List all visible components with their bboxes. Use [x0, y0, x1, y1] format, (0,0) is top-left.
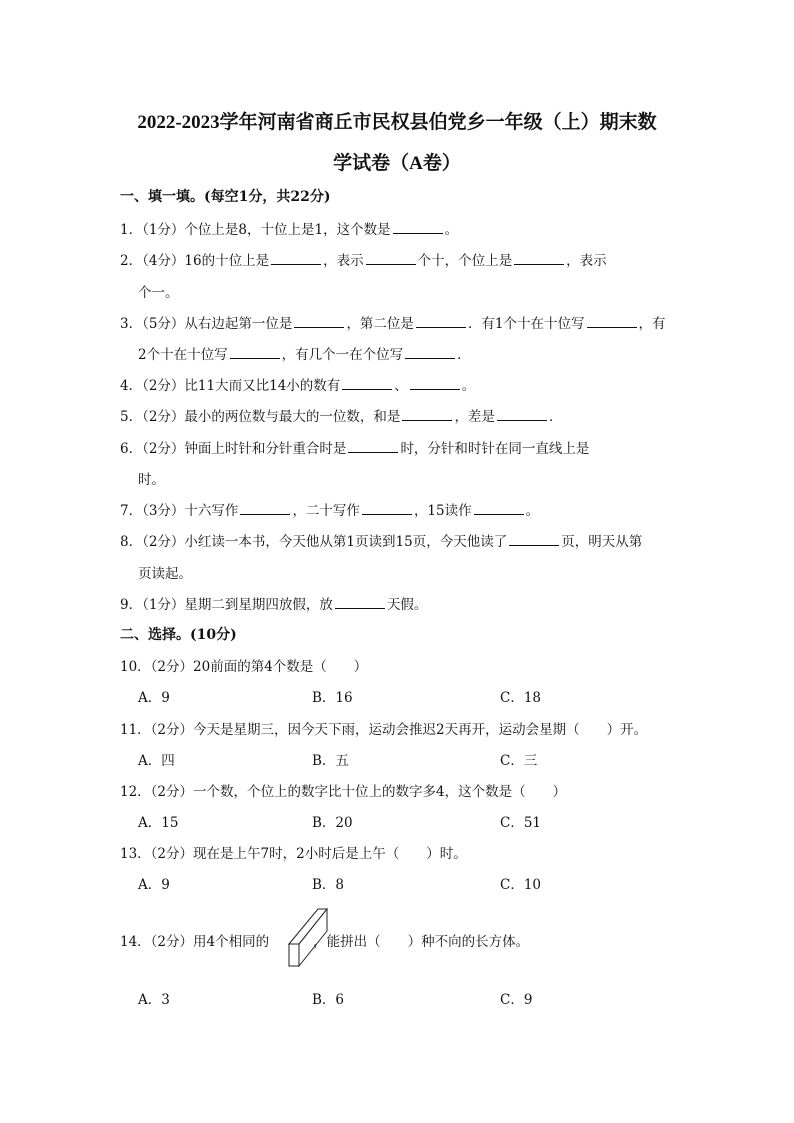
- answer-blank[interactable]: [335, 596, 385, 609]
- q12-option-b[interactable]: B．20: [312, 815, 353, 831]
- answer-blank[interactable]: [294, 315, 344, 328]
- answer-blank[interactable]: [393, 221, 443, 234]
- q13-option-c[interactable]: C．10: [500, 877, 542, 893]
- answer-blank[interactable]: [497, 408, 547, 421]
- answer-blank[interactable]: [366, 252, 416, 265]
- q10-option-c[interactable]: C．18: [500, 690, 542, 706]
- answer-blank[interactable]: [587, 315, 637, 328]
- answer-blank[interactable]: [474, 502, 524, 515]
- question-2-cont: 个一。: [138, 285, 179, 301]
- question-3-cont: 2个十在十位写 ，有几个一在个位写 ．: [138, 347, 471, 363]
- exam-title-line1: 2022-2023学年河南省商丘市民权县伯党乡一年级（上）期末数: [137, 112, 657, 133]
- question-10: 10．（2分）20前面的第4个数是（ ）: [120, 659, 368, 675]
- question-8-cont: 页读起。: [138, 566, 192, 582]
- q11-option-a[interactable]: A．四: [138, 753, 175, 769]
- section-fill-in: 一、填一填。(每空1分，共22分): [120, 189, 331, 205]
- question-12: 12．（2分）一个数，个位上的数字比十位上的数字多4，这个数是（ ）: [120, 784, 567, 800]
- answer-blank[interactable]: [405, 346, 455, 359]
- section-choice: 二、选择。(10分): [120, 627, 237, 643]
- q12-option-c[interactable]: C．51: [500, 815, 542, 831]
- answer-blank[interactable]: [416, 315, 466, 328]
- answer-blank[interactable]: [362, 502, 412, 515]
- exam-title-line2: 学试卷（A卷）: [333, 153, 461, 174]
- q13-option-b[interactable]: B．8: [312, 877, 345, 893]
- answer-blank[interactable]: [271, 252, 321, 265]
- question-7: 7．（3分）十六写作 ，二十写作 ，15读作 。: [120, 503, 540, 519]
- answer-blank[interactable]: [342, 377, 392, 390]
- question-9: 9．（1分）星期二到星期四放假，放 天假。: [120, 597, 428, 613]
- q11-option-c[interactable]: C．三: [500, 753, 538, 769]
- question-8: 8．（2分）小红读一本书，今天他从第1页读到15页，今天他读了 页，明天从第: [120, 534, 643, 550]
- answer-blank[interactable]: [240, 502, 290, 515]
- cuboid-block-icon: [288, 906, 328, 968]
- question-13: 13．（2分）现在是上午7时，2小时后是上午（ ）时。: [120, 846, 467, 862]
- q14-option-a[interactable]: A．3: [138, 992, 170, 1008]
- q10-option-b[interactable]: B．16: [312, 690, 353, 706]
- question-1: 1．（1分）个位上是8，十位上是1，这个数是 。: [120, 222, 459, 238]
- question-6: 6．（2分）钟面上时针和分针重合时是 时，分针和时针在同一直线上是: [120, 441, 590, 457]
- q10-option-a[interactable]: A．9: [138, 690, 170, 706]
- answer-blank[interactable]: [410, 377, 460, 390]
- q12-option-a[interactable]: A．15: [138, 815, 179, 831]
- question-3: 3．（5分）从右边起第一位是 ，第二位是 ．有1个十在十位写 ，有: [120, 316, 666, 332]
- q11-option-b[interactable]: B．五: [312, 753, 349, 769]
- question-11: 11．（2分）今天是星期三，因今天下雨，运动会推迟2天再开，运动会星期（ ）开。: [120, 722, 648, 738]
- question-4: 4．（2分）比11大而又比14小的数有 、 。: [120, 378, 476, 394]
- question-5: 5．（2分）最小的两位数与最大的一位数，和是 ，差是 ．: [120, 409, 563, 425]
- answer-blank[interactable]: [348, 440, 398, 453]
- q14-option-c[interactable]: C．9: [500, 992, 533, 1008]
- q14-option-b[interactable]: B．6: [312, 992, 345, 1008]
- question-2: 2．（4分）16的十位上是 ，表示 个十，个位上是 ，表示: [120, 253, 607, 269]
- question-14: 14．（2分）用4个相同的 ，能拼出（ ）种不向的长方体。: [120, 934, 530, 950]
- question-6-cont: 时。: [138, 472, 165, 488]
- answer-blank[interactable]: [230, 346, 280, 359]
- q13-option-a[interactable]: A．9: [138, 877, 170, 893]
- answer-blank[interactable]: [509, 533, 559, 546]
- answer-blank[interactable]: [402, 408, 452, 421]
- answer-blank[interactable]: [514, 252, 564, 265]
